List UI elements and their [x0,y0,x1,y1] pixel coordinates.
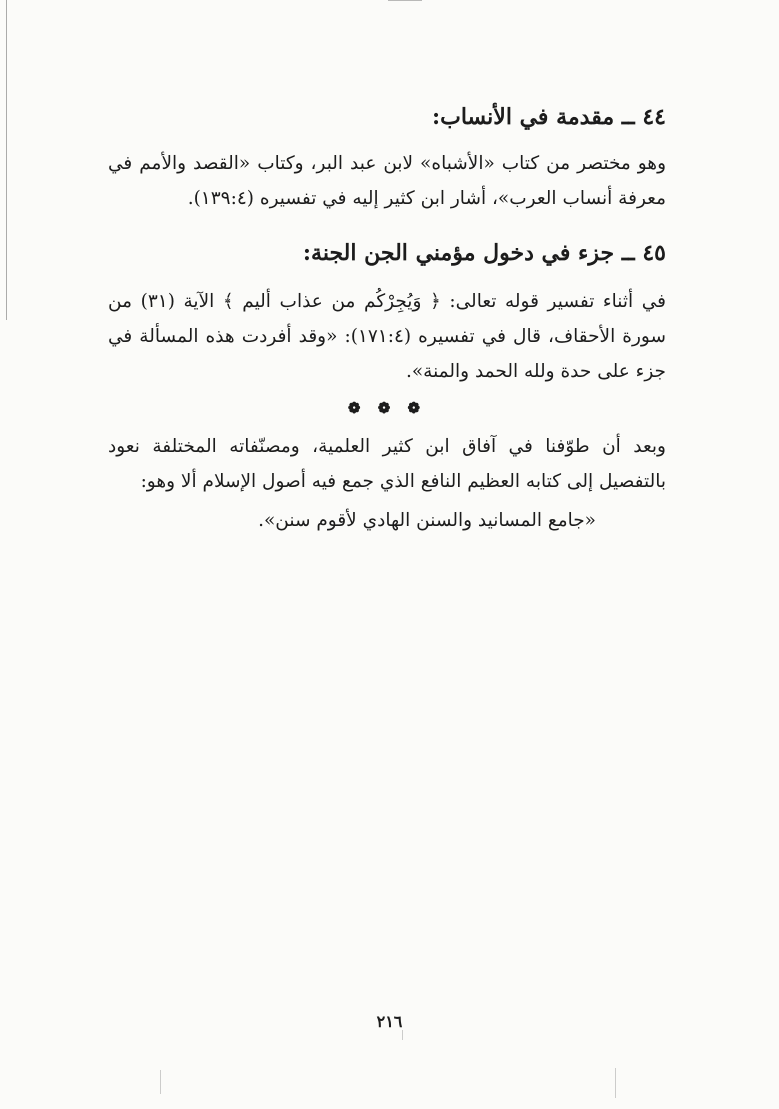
book-title: «جامع المسانيد والسنن الهادي لأقوم سنن». [258,510,596,531]
scan-top-mark [388,0,422,1]
section-heading-44: ٤٤ ــ مقدمة في الأنساب: [431,104,666,130]
scan-speck [160,1070,161,1094]
page-number: ٢١٦ [376,1012,403,1031]
section-separator: ❁ ❁ ❁ [347,399,427,417]
closing-paragraph: وبعد أن طوّفنا في آفاق ابن كثير العلمية، ومصنّفاته المختلفة نعود بالتفصيل إلى كتابه العظيم النافع الذي جمع فيه أصول الإسلام ألا وهو: [108,436,666,492]
scan-edge-line [6,0,7,320]
section-body-44: وهو مختصر من كتاب «الأشباه» لابن عبد البر، وكتاب «القصد والأمم في معرفة أنساب العرب»، أشار ابن كثير إليه في تفسيره (١٣٩:٤). [108,153,666,209]
scan-speck [402,1030,403,1040]
page-content [108,100,666,538]
scan-speck [615,1068,616,1098]
section-heading-45: ٤٥ ــ جزء في دخول مؤمني الجن الجنة: [302,240,666,266]
section-body-45: في أثناء تفسير قوله تعالى: ﴿ وَيُجِرْكُم من عذاب أليم ﴾ الآية (٣١) من سورة الأحقاف، قال في تفسيره (١٧١:٤): «وقد أفردت هذه المسألة في جزء على حدة ولله الحمد والمنة». [108,291,666,382]
